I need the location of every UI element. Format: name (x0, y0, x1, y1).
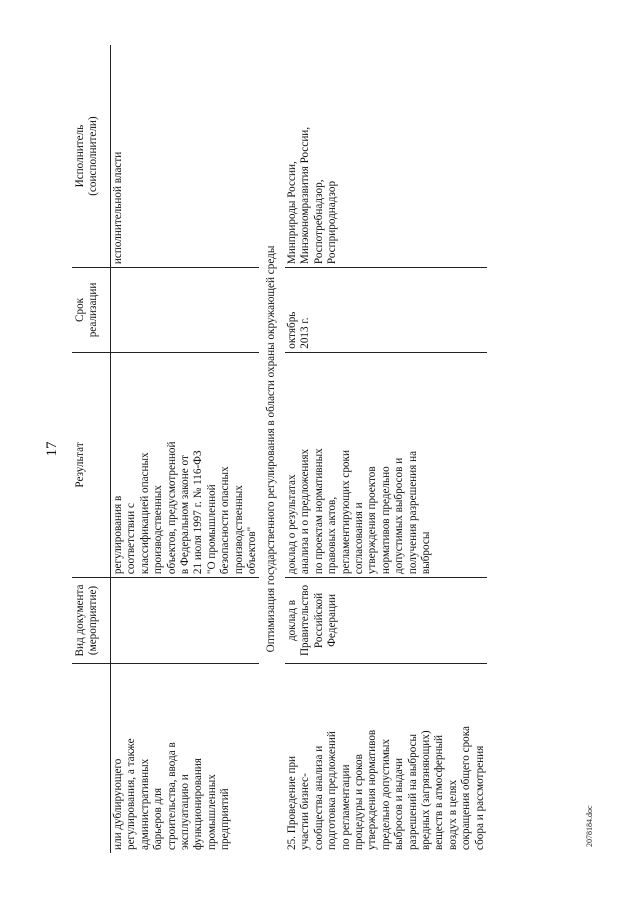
cell-document (111, 578, 260, 664)
section-title: Оптимизация государственного регулирования в области охраны окружающей среды (265, 245, 278, 653)
cell-executor: Минприроды России, Минэкономразвития России, Роспотребнадзор, Росприроднадзор (285, 45, 487, 268)
measures-table (72, 45, 487, 853)
header-measure (72, 663, 111, 853)
cell-deadline: октябрь 2013 г. (285, 268, 487, 353)
header-document-type: Вид документа (мероприятие) (72, 578, 111, 664)
rotated-content (44, 45, 594, 853)
cell-measure: 25. Проведение при участии бизнес- сообщества анализа и подготовка предложений по регламентации процедуры и сроков утверждения нормативов предельно допустимых выбросов и выдачи разрешений на выбросы вредных (загрязняющих) веществ в атмосферный воздух в целях сокращения общего срока сбора и рассмотрения (285, 725, 486, 850)
header-deadline: Срок реализации (72, 268, 111, 353)
cell-result: регулирования в соответствии с классификацией опасных производственных объектов, предусмотренной в Федеральном законе от 21 июля 1997 г. № 116-ФЗ "О промышленной безопасности опасных производственных объектов" (111, 352, 260, 577)
cell-executor: исполнительной власти (111, 45, 260, 268)
cell-document: доклад в Правительство Российской Федерации (285, 578, 487, 664)
table-header-row (72, 45, 111, 853)
header-result: Результат (72, 352, 111, 577)
header-executor: Исполнитель (соисполнители) (72, 45, 111, 268)
table-row (111, 45, 260, 853)
cell-result: доклад о результатах анализа и о предложениях по проектам нормативных правовых актов, регламентирующих сроки согласования и утверждения проектов нормативов предельно допустимых выбросов и получения разрешения на выбросы (285, 352, 487, 577)
footer-filename: 2078184.doc (585, 805, 594, 847)
section-heading-row (259, 45, 284, 853)
page-number: 17 (44, 441, 60, 457)
table-row (285, 45, 487, 853)
cell-measure: или дублирующего регулирования, а также административных барьеров для строительства, ввода в эксплуатацию и функционирования промышленных предприятий (112, 738, 232, 850)
cell-deadline (111, 268, 260, 353)
